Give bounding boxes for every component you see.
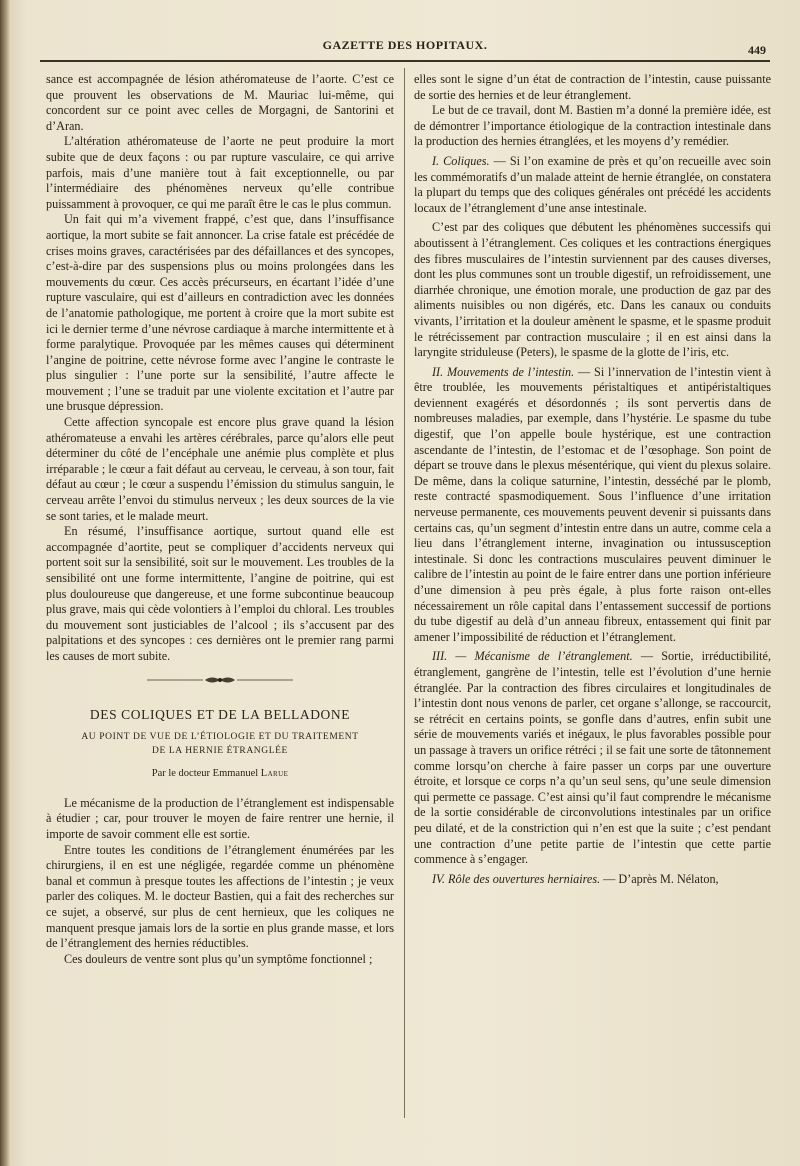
- paragraph: Cette affection syncopale est encore plus grave quand la lésion athéromateuse a envahi les artères cérébrales, parce qu’alors elle peut déterminer du côté de l’encéphale une anémie plus complète et plus irréparable ; le cœur a fait défaut au cerveau, le cerveau, à son tour, fait défaut au cœur ; le cœur a suspendu l’émission du stimulus sanguin, le cerveau arrête l’envoi du stimulus nerveux ; les deux sources de la vie se sont taries, et le malade meurt.: [46, 415, 394, 523]
- paragraph-text: elles sont le signe d’un état de contraction de l’intestin, cause puissante de sortie des hernies et de leur étranglement.: [414, 72, 771, 102]
- paragraph: [414, 103, 771, 150]
- paragraph: Le mécanisme de la production de l’étranglement est indispensable à étudier ; car, pour trouver le moyen de faire rentrer une hernie, il importe de savoir comment elle est sortie.: [46, 795, 394, 841]
- paragraph-text: — Si l’on examine de près et qu’on recueille avec soin les commémoratifs d’un malade atteint de hernie étranglée, on constatera la plupart du temps que des coliques générales ont précédé les accidents locaux de l’étranglement d’une anse intestinale.: [414, 153, 771, 215]
- paragraph: [414, 154, 771, 216]
- column-divider: [404, 68, 405, 1118]
- article-title: DES COLIQUES ET DE LA BELLADONE: [89, 706, 351, 722]
- byline-author-name: Larue: [260, 768, 289, 780]
- paragraph: Entre toutes les conditions de l’étranglement énumérées par les chirurgiens, il en est une négligée, regardée comme un phénomène banal et commun à presque toutes les affections de l’intestin ; je veux parler des coliques. M. le docteur Bastien, qui a fait des recherches sur ce sujet, a observé, sur plus de cent hernieux, que les coliques ne manquent presque jamais lors de la sortie en plus grande masse, et lors de l’étranglement des hernies réductibles.: [46, 842, 394, 951]
- paragraph: L’altération athéromateuse de l’aorte ne peut produire la mort subite que de deux façons : ou par rupture vasculaire, ce qui arrive parfois, mais d’une manière tout à fait exceptionnelle, ou par l’intermédiaire des phénomènes nerveux qu’elle contribue puissamment à provoquer, ce qui me paraît être le cas le plus commun.: [46, 134, 394, 211]
- paragraph-text: C’est par des coliques que débutent les phénomènes successifs qui aboutissent à l’étranglement. Ces coliques et les contractions énergiques des fibres musculaires de l’intestin surviennent par des causes diverses, dont les plus communes sont un trouble digestif, un refroidissement, une diarrhée chronique, une émotion morale, une production de gaz par des aliments nuisibles ou non digérés, etc. Dans les canaux ou conduits vivants, l’irritation et la douleur amènent le spasme, et le spasme produit le rétrécissement par contraction musculaire ; il en est ainsi dans la laryngite striduleuse (Peters), le spasme de la glotte de l’iris, etc.: [414, 220, 771, 360]
- page-binding-edge: [0, 0, 10, 1166]
- section-heading: IV. Rôle des ouvertures herniaires.: [432, 871, 601, 886]
- byline-prefix: Par le docteur Emmanuel: [151, 768, 259, 780]
- right-column: [414, 72, 771, 887]
- journal-title: GAZETTE DES HOPITAUX.: [322, 38, 488, 52]
- article-subtitle-line-2: DE LA HERNIE ÉTRANGLÉE: [152, 746, 288, 757]
- paragraph: [414, 872, 771, 888]
- page-header: [40, 38, 770, 60]
- section-heading: II. Mouvements de l’intestin.: [432, 364, 575, 379]
- article-subtitle-line-1: AU POINT DE VUE DE L’ÉTIOLOGIE ET DU TRAITEMENT: [81, 732, 359, 743]
- paragraph: En résumé, l’insuffisance aortique, surtout quand elle est accompagnée d’aortite, peut se compliquer d’accidents nerveux qui portent soit sur la sensibilité, soit sur le mouvement. Les troubles de la sensibilité ont une forme intermittente, l’angine de poitrine, qui est plus douloureuse que dangereuse, et une forme subcontinue beaucoup plus grave, mais qui cède volontiers à l’emploi du chloral. Les troubles du mouvement sont justiciables de l’alcool ; ils s’accusent par des palpitations et des syncopes : ces dernières ont le premier rang parmi les causes de mort subite.: [46, 524, 394, 663]
- section-heading: III. — Mécanisme de l’étranglement.: [432, 649, 633, 664]
- paragraph: [414, 649, 771, 867]
- paragraph-text: Le but de ce travail, dont M. Bastien m’a donné la première idée, est de démontrer l’importance étiologique de la contraction intestinale dans la production des hernies étranglées, et les moyens d’y remédier.: [414, 103, 771, 149]
- section-heading: I. Coliques.: [432, 153, 490, 168]
- paragraph: [414, 365, 771, 646]
- article-byline: [46, 766, 394, 782]
- header-rule: [40, 60, 770, 62]
- paragraph-text: — Sortie, irréductibilité, étranglement, gangrène de l’intestin, telle est l’évolution d’une hernie étranglée. Par la contraction des fibres circulaires et longitudinales de l’intestin dont nous venons de parler, cet organe s’allonge, se raccourcit, se rétrécit en certains points, se gonfle dans d’autres, enfin subit une série de mouvements variés et inégaux, le plus favorables possible pour un passage à travers un orifice rétréci ; il se fait une sorte de tâtonnement comme lorsqu’on cherche à faire passer un corps par une ouverture étroite, et lorsque ce corps n’a qu’un seul sens, qu’une seule dimension qui permette ce passage. C’est ainsi qu’il faut comprendre le mécanisme de la sortie considérable de circonvolutions intestinales par un orifice peu dilaté, et de la constriction qui n’en est que la suite ; c’est pendant une contraction d’une petite partie de l’intestin que cette partie commence à s’engager.: [414, 649, 771, 867]
- paragraph: Un fait qui m’a vivement frappé, c’est que, dans l’insuffisance aortique, la mort subite se fait annoncer. La crise fatale est précédée de crises moins graves, caractérisées par des défaillances et des syncopes, c’est-à-dire par des suspensions plus ou moins prolongées dans les mouvements du cœur. Ces accès précurseurs, en écartant l’idée d’une rupture vasculaire, qui est d’ailleurs en contradiction avec les données de l’anatomie pathologique, me portent à croire que la mort subite est ici le dernier terme d’une névrose cardiaque à marche intermittente et à forme paralytique. Provoquée par les mêmes causes qui déterminent l’angine de poitrine, cette névrose forme avec l’angine le contraste le plus singulier : l’une porte sur la sensibilité, l’autre affecte le mouvement ; l’une se traduit par une violente excitation et l’autre par une brusque dépression.: [46, 212, 394, 414]
- paragraph: [414, 72, 771, 103]
- paragraph-text: — Si l’innervation de l’intestin vient à être troublée, les mouvements péristaltiques et antipéristaltiques deviennent exagérés et désordonnés ; ils sont pervertis dans de nombreuses maladies, par exemple, dans l’hystérie. Le spasme du tube digestif, que l’on appelle boule hystérique, est une contraction ascendante de l’intestin, de l’estomac et de l’œsophage. Son point de départ se trouve dans le plexus mésentérique, qui vient du plexus solaire. De même, dans la colique saturnine, l’intestin, desséché par le plomb, reste contracté spasmodiquement. Sous l’influence d’une irritation nerveuse permanente, ces mouvements peuvent devenir si puissants dans certains cas, qu’un segment d’intestin entre dans un autre, comme cela a lieu dans l’étranglement interne, invagination ou intussusception intestinale. Si donc les contractions musculaires peuvent diminuer le calibre de l’intestin au point de le faire entrer dans une portion inférieure d’une dimension à peu près égale, à plus forte raison ont-elles nécessairement un rôle capital dans l’entassement successif de portions du tube digestif au delà d’un anneau fibreux, entassement qui finit par amener l’impossibilité de réduction et l’étranglement.: [414, 364, 771, 644]
- paragraph: [414, 220, 771, 360]
- paragraph: Ces douleurs de ventre sont plus qu’un symptôme fonctionnel ;: [64, 951, 373, 966]
- page-number: 449: [748, 43, 766, 57]
- paragraph-text: — D’après M. Nélaton,: [600, 871, 719, 886]
- left-column: [46, 72, 394, 967]
- ornament-divider-icon: [145, 675, 295, 685]
- paragraph: sance est accompagnée de lésion athéromateuse de l’aorte. C’est ce que prouvent les observations de M. Mauriac lui-même, qui concordent sur ce point avec celles de Morgagni, de Santorini et d’Aran.: [46, 72, 394, 133]
